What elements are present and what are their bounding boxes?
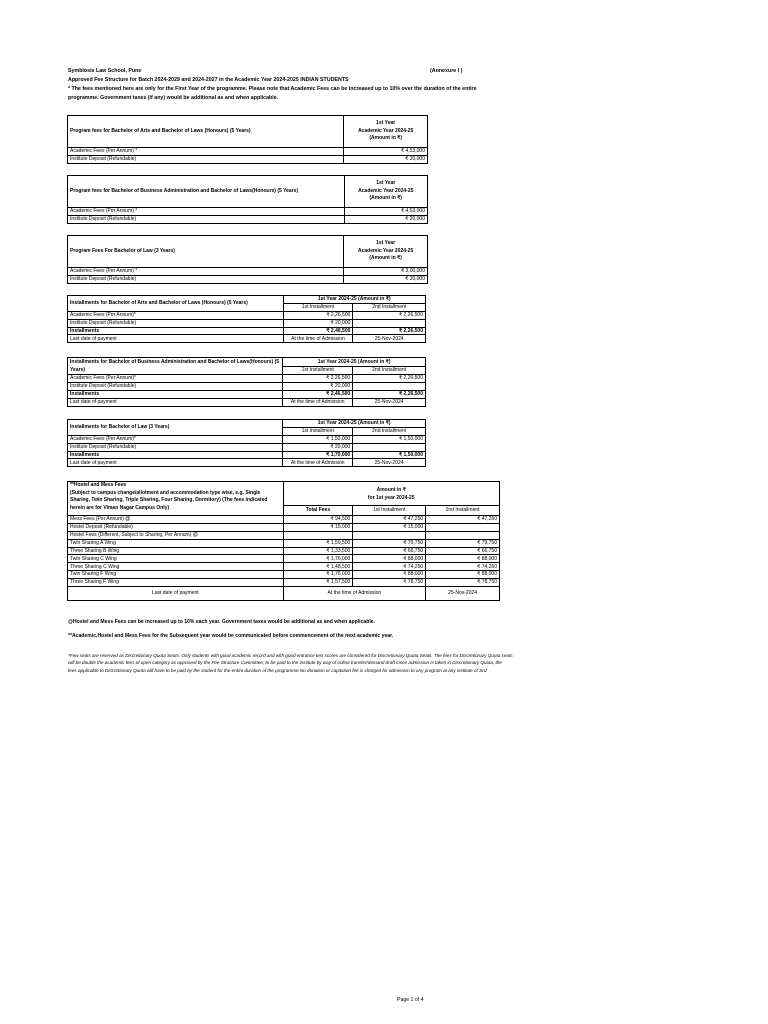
installment-1-value: ₹ 88,000: [353, 571, 426, 579]
installment-2-total: ₹ 2,26,500: [353, 327, 426, 335]
installment-1-date: At the time of Admission: [283, 398, 353, 406]
installment-table-ba-llb: [67, 295, 426, 343]
installment-year-head: 1st Year 2024-25 (Amount in ₹): [283, 420, 426, 428]
installment-title: Installments for Bachelor of Business Administration and Bachelor of Laws(Honours) (5 Years): [68, 358, 283, 375]
installment-2-total: ₹ 2,26,500: [353, 390, 426, 398]
installment-2-date: 25-Nov-2024: [353, 459, 426, 467]
installment-1-date: At the time of Admission: [283, 459, 353, 467]
installment-1-head: 1st Installment: [283, 427, 353, 435]
installment-table-bba-llb: [67, 357, 426, 407]
fee-label: Institute Deposit (Refundable): [68, 155, 344, 163]
fee-value: ₹ 4,53,000: [344, 208, 427, 216]
installment-2-value: [426, 523, 500, 531]
row-label: Institute Deposit (Refundable): [68, 382, 283, 390]
hostel-last-date-2: 25-Nov-2024: [426, 587, 500, 601]
installment-2-value: [353, 382, 426, 390]
discretionary-quota-footnote: *Few seats are reserved as Discretionary Quota Seats. Only students with good academic record and with good entrance test scores are considered for Discretionary Quota Seats. The fees for Discretionary Quota seats will be double the academic fees of open category as approved by the Fee Structure Committee, to be paid to the institute by way of online transfer/demand draft Once admission is taken in Discretionary Quota, the fees applicable to Discretionary Quota will have to be paid by the student for the entire duration of the programme.No donation or capitation fee is charged for admission to any program at any institute of SIU: [68, 653, 513, 673]
fee-note-line1: * The fees mentioned here are only for the First Year of the programme. Please note that Academic Fees can be increased up to 10% over the duration of the entire: [68, 86, 477, 92]
hostel-last-date-1: At the time of Admission: [283, 587, 426, 601]
installment-1-value: ₹ 2,26,500: [283, 375, 353, 383]
program-title: Program fees for Bachelor of Business Administration and Bachelor of Laws(Honours) (5 Years): [68, 176, 345, 208]
fee-label: Institute Deposit (Refundable): [68, 215, 345, 223]
installment-year-head: 1st Year 2024-25 (Amount in ₹): [283, 296, 425, 304]
installment-2-value: ₹ 79,750: [426, 539, 500, 547]
row-label: Academic Fees (Per Annum)*: [68, 435, 283, 443]
installment-year-head: 1st Year 2024-25 (Amount in ₹): [283, 358, 426, 367]
installment-2-value: ₹ 1,50,000: [353, 435, 426, 443]
installment-1-value: ₹ 88,000: [353, 555, 426, 563]
installment-2-value: [426, 531, 500, 539]
row-label: Installments: [68, 451, 283, 459]
installment-title: Installments for Bachelor of Arts and Bachelor of Laws (Honours) (5 Years): [68, 296, 284, 312]
installment-1-value: ₹ 66,750: [353, 547, 426, 555]
total-value: ₹ 94,500: [283, 516, 353, 524]
fee-label: Institute Deposit (Refundable): [68, 275, 344, 283]
installment-2-value: [353, 443, 426, 451]
row-label: Twin Sharing A Wing: [68, 539, 284, 547]
row-label: Installments: [68, 390, 283, 398]
installment-1-value: ₹ 15,000: [353, 523, 426, 531]
fee-label: Academic Fees (Per Annum) *: [68, 148, 344, 156]
installment-1-date: At the time of Admission: [283, 335, 353, 343]
total-value: ₹ 1,48,500: [283, 563, 353, 571]
installment-title: Installments for Bachelor of Law (3 Years): [68, 420, 283, 436]
row-label: Twin Sharing F Wing: [68, 571, 284, 579]
installment-1-value: ₹ 1,50,000: [283, 435, 353, 443]
installment-2-value: ₹ 47,250: [426, 516, 500, 524]
fee-value: ₹ 3,00,000: [344, 268, 428, 276]
row-label: Hostel Deposit (Refundable): [68, 523, 284, 531]
row-label: Last date of payment: [68, 398, 283, 406]
installment-2-total: ₹ 1,50,000: [353, 451, 426, 459]
program-title: Program fees for Bachelor of Arts and Bachelor of Laws (Honours) (5 Years): [68, 116, 344, 148]
installment-1-value: ₹ 20,000: [283, 443, 353, 451]
total-value: ₹ 1,59,500: [283, 539, 353, 547]
program-year-head: 1st Year Academic Year 2024-25 (Amount in ₹): [344, 176, 427, 208]
installment-2-value: [353, 319, 426, 327]
row-label: Academic Fees (Per Annum)*: [68, 375, 283, 383]
row-label: Three Sharing B Wing: [68, 547, 284, 555]
installment-1-total: ₹ 1,70,000: [283, 451, 353, 459]
program-fee-table-ba-llb: [67, 115, 428, 164]
installment-2-value: ₹ 88,000: [426, 571, 500, 579]
installment-2-head: 2nd Installment: [353, 303, 426, 311]
row-label: Last date of payment: [68, 335, 284, 343]
annexure-label: (Annexure I ): [430, 68, 463, 74]
installment-1-value: ₹ 74,250: [353, 563, 426, 571]
installment-2-value: ₹ 74,250: [426, 563, 500, 571]
fee-value: ₹ 20,000: [344, 155, 428, 163]
page-number: Page 1 of 4: [397, 997, 424, 1003]
hostel-title: **Hostel and Mess Fees (Subject to campus change/allotment and accommodation type wise, e.g. Single Sharing, Twin Sharing, Triple Sharing, Four Sharing, Dormitory) (The fees indicated herein are for Viman Nagar Campus Only): [68, 482, 284, 516]
school-name: Symbiosis Law School, Pune: [68, 68, 142, 74]
installment-2-date: 25-Nov-2024: [353, 398, 426, 406]
fee-label: Academic Fees (Per Annum) *: [68, 208, 345, 216]
fee-label: Academic Fees (Per Annum) *: [68, 268, 344, 276]
row-label: Hostel Fees (Different, Subject to Sharing, Per Annum) @: [68, 531, 284, 539]
installment-1-value: ₹ 79,750: [353, 539, 426, 547]
installment-1-value: [353, 531, 426, 539]
program-fee-table-bba-llb: [67, 175, 428, 224]
installment-1-value: ₹ 20,000: [283, 382, 353, 390]
program-year-head: 1st Year Academic Year 2024-25 (Amount in ₹): [344, 116, 428, 148]
fee-value: ₹ 4,53,000: [344, 148, 428, 156]
installment-1-total: ₹ 2,46,500: [283, 327, 353, 335]
row-label: Mess Fees (Per Annum) @: [68, 516, 284, 524]
total-value: ₹ 15,000: [283, 523, 353, 531]
installment-1-value: ₹ 2,26,500: [283, 311, 353, 319]
installment-2-value: ₹ 66,750: [426, 547, 500, 555]
row-label: Last date of payment: [68, 459, 283, 467]
approved-fee-title: Approved Fee Structure for Batch 2024-2029 and 2024-2027 in the Academic Year 2024-2025 INDIAN STUDENTS: [68, 77, 349, 83]
hostel-amount-head: Amount in ₹ for 1st year 2024-25: [283, 482, 499, 506]
row-label: Installments: [68, 327, 284, 335]
program-year-head: 1st Year Academic Year 2024-25 (Amount in ₹): [344, 236, 428, 268]
row-label: Institute Deposit (Refundable): [68, 319, 284, 327]
program-fee-table-llb: [67, 235, 428, 284]
installment-2-value: ₹ 2,26,500: [353, 375, 426, 383]
total-value: ₹ 1,33,500: [283, 547, 353, 555]
row-label: Academic Fees (Per Annum)*: [68, 311, 284, 319]
total-value: [283, 531, 353, 539]
subsequent-year-note: **Academic,Hostel and Mess Fees for the Subsequent year would be communicated before commencement of the next academic year.: [68, 633, 394, 639]
fee-value: ₹ 20,000: [344, 215, 427, 223]
program-title: Program Fees For Bachelor of Law (3 Years): [68, 236, 344, 268]
row-label: Twin Sharing C Wing: [68, 555, 284, 563]
hostel-increase-note: @Hostel and Mess Fees can be increased up to 10% each year. Government taxes would be additional as and when applicable.: [68, 619, 376, 625]
installment-table-llb: [67, 419, 426, 467]
hostel-mess-fee-table: [67, 481, 500, 601]
installment-2-date: 25-Nov-2024: [353, 335, 426, 343]
hostel-last-date-label: Last date of payment: [68, 587, 284, 601]
row-label: Three Sharing C Wing: [68, 563, 284, 571]
installment-2-head: 2nd Installment: [353, 366, 426, 375]
installment-1-head: 1st Installment: [283, 366, 353, 375]
installment-2-head: 2nd Installment: [426, 506, 500, 516]
row-label: Three Sharing F Wing: [68, 579, 284, 587]
total-fees-head: Total Fees: [283, 506, 353, 516]
row-label: Institute Deposit (Refundable): [68, 443, 283, 451]
fee-note-line2: programme. Government taxes (if any) would be additional as and when applicable.: [68, 95, 279, 101]
installment-1-value: ₹ 47,250: [353, 516, 426, 524]
installment-1-total: ₹ 2,46,500: [283, 390, 353, 398]
total-value: ₹ 1,57,500: [283, 579, 353, 587]
installment-1-head: 1st Installment: [283, 303, 353, 311]
installment-1-value: ₹ 20,000: [283, 319, 353, 327]
installment-2-head: 2nd Installment: [353, 427, 426, 435]
installment-2-value: ₹ 2,26,500: [353, 311, 426, 319]
total-value: ₹ 1,76,000: [283, 555, 353, 563]
fee-value: ₹ 20,000: [344, 275, 428, 283]
installment-1-value: ₹ 78,750: [353, 579, 426, 587]
installment-2-value: ₹ 78,750: [426, 579, 500, 587]
total-value: ₹ 1,76,000: [283, 571, 353, 579]
installment-1-head: 1st Installment: [353, 506, 426, 516]
installment-2-value: ₹ 88,000: [426, 555, 500, 563]
